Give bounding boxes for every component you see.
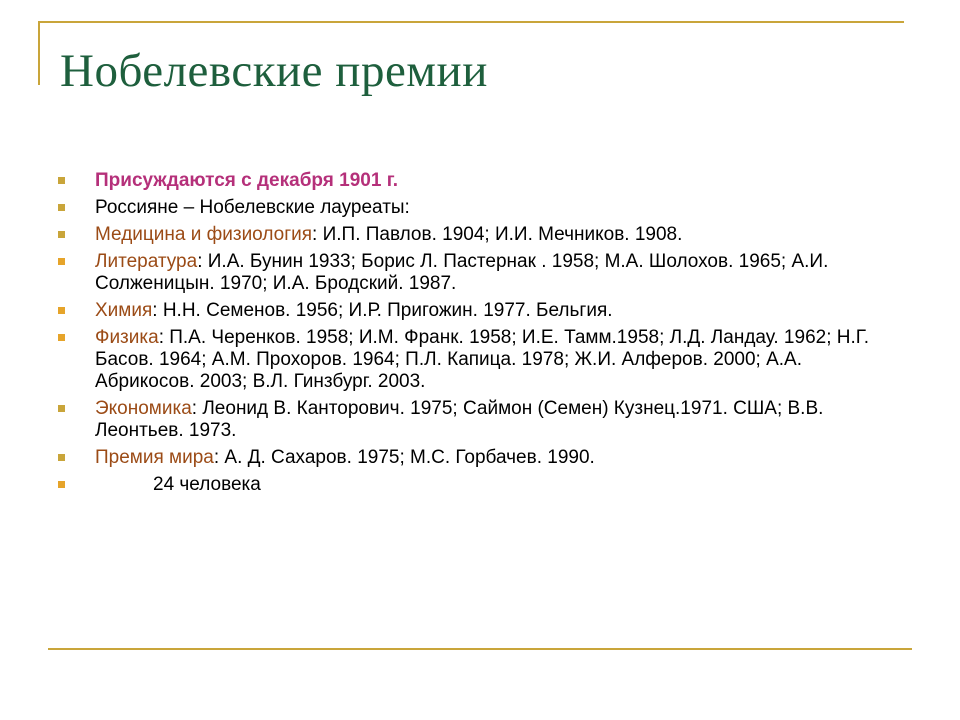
frame-bottom-line: [48, 648, 912, 650]
list-item: [58, 327, 878, 393]
square-bullet-icon: [58, 258, 65, 265]
item-category: Экономика: [95, 398, 192, 419]
item-text: Присуждаются с декабря 1901 г.: [95, 170, 398, 191]
list-item: [58, 300, 878, 322]
square-bullet-icon: [58, 204, 65, 211]
list-item: [58, 474, 878, 496]
square-bullet-icon: [58, 334, 65, 341]
item-category: Премия мира: [95, 447, 214, 468]
list-item: [58, 170, 878, 192]
item-text: Россияне – Нобелевские лауреаты:: [95, 197, 410, 218]
item-text: : И.П. Павлов. 1904; И.И. Мечников. 1908.: [312, 224, 683, 245]
square-bullet-icon: [58, 405, 65, 412]
item-text: 24 человека: [153, 474, 261, 495]
frame-left-line: [38, 21, 40, 85]
item-text: : П.А. Черенков. 1958; И.М. Франк. 1958; И.Е. Тамм.1958; Л.Д. Ландау. 1962; Н.Г. Басов. 1964; А.М. Прохоров. 1964; П.Л. Капица. 1978; Ж.И. Алферов. 2000; А.А. Абрикосов. 2003; В.Л. Гинзбург. 2003.: [95, 327, 870, 392]
square-bullet-icon: [58, 231, 65, 238]
frame-top-line: [38, 21, 904, 23]
item-text: : Н.Н. Семенов. 1956; И.Р. Пригожин. 1977. Бельгия.: [152, 300, 613, 321]
list-item: [58, 197, 878, 219]
item-category: Физика: [95, 327, 159, 348]
list-item: [58, 251, 878, 295]
item-text: : Леонид В. Канторович. 1975; Саймон (Семен) Кузнец.1971. США; В.В. Леонтьев. 1973.: [95, 398, 824, 441]
list-item: [58, 447, 878, 469]
square-bullet-icon: [58, 481, 65, 488]
list-item: [58, 224, 878, 246]
item-category: Химия: [95, 300, 153, 321]
item-category: Медицина и физиология: [95, 224, 313, 245]
item-category: Литература: [95, 251, 198, 272]
square-bullet-icon: [58, 307, 65, 314]
square-bullet-icon: [58, 454, 65, 461]
slide-title: Нобелевские премии: [60, 45, 488, 97]
square-bullet-icon: [58, 177, 65, 184]
item-text: : А. Д. Сахаров. 1975; М.С. Горбачев. 1990.: [213, 447, 595, 468]
item-text: : И.А. Бунин 1933; Борис Л. Пастернак . 1958; М.А. Шолохов. 1965; А.И. Солженицын. 1970; И.А. Бродский. 1987.: [95, 251, 829, 294]
bullet-list: [58, 170, 878, 501]
list-item: [58, 398, 878, 442]
